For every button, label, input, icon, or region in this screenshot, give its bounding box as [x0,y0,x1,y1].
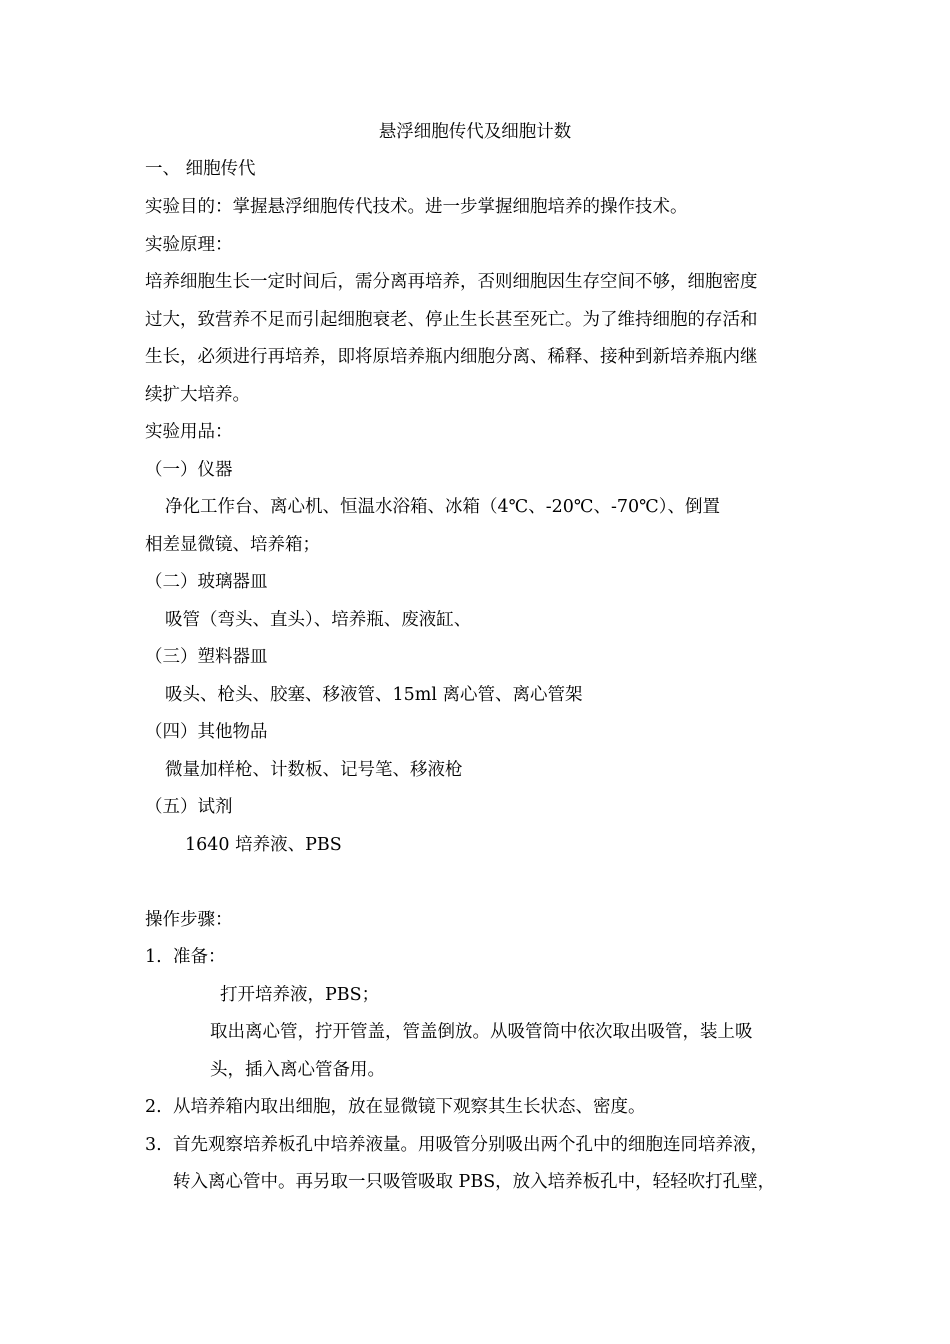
materials-heading: （三）塑料器皿 [145,647,268,667]
materials-line: 吸头、枪头、胶塞、移液管、15ml 离心管、离心管架 [165,685,583,705]
materials-heading: （四）其他物品 [145,722,268,742]
step-sub-line: 取出离心管，拧开管盖，管盖倒放。从吸管筒中依次取出吸管，装上吸 [210,1022,753,1042]
step-number: 3. [145,1135,162,1155]
document-title: 悬浮细胞传代及细胞计数 [378,122,572,142]
section-heading: 一、 细胞传代 [145,159,256,179]
materials-line: 1640 培养液、PBS [185,835,342,855]
materials-line: 微量加样枪、计数板、记号笔、移液枪 [165,760,463,780]
step-number: 1. [145,947,162,967]
principle-line: 培养细胞生长一定时间后，需分离再培养，否则细胞因生存空间不够，细胞密度 [145,272,758,292]
principle-label: 实验原理： [145,235,233,255]
materials-heading: （二）玻璃器皿 [145,572,268,592]
materials-line: 净化工作台、离心机、恒温水浴箱、冰箱（4℃、-20℃、-70℃）、倒置 [165,497,720,517]
materials-line: 吸管（弯头、直头）、培养瓶、废液缸、 [165,610,472,630]
step-text: 从培养箱内取出细胞，放在显微镜下观察其生长状态、密度。 [173,1097,646,1117]
principle-line: 续扩大培养。 [145,385,250,405]
step-sub-line: 头，插入离心管备用。 [210,1060,385,1080]
materials-line: 相差显微镜、培养箱； [145,535,320,555]
principle-line: 过大，致营养不足而引起细胞衰老、停止生长甚至死亡。为了维持细胞的存活和 [145,310,758,330]
materials-label: 实验用品： [145,422,233,442]
step-text: 首先观察培养板孔中培养液量。用吸管分别吸出两个孔中的细胞连同培养液， [173,1135,768,1155]
step-number: 2. [145,1097,162,1117]
step-text-continued: 转入离心管中。再另取一只吸管吸取 PBS，放入培养板孔中，轻轻吹打孔壁， [173,1172,776,1192]
steps-label: 操作步骤： [145,910,233,930]
materials-heading: （五）试剂 [145,797,233,817]
materials-heading: （一）仪器 [145,460,233,480]
step-text: 准备： [173,947,226,967]
purpose-text: 实验目的：掌握悬浮细胞传代技术。进一步掌握细胞培养的操作技术。 [145,197,688,217]
step-sub-line: 打开培养液，PBS； [220,985,380,1005]
principle-line: 生长，必须进行再培养，即将原培养瓶内细胞分离、稀释、接种到新培养瓶内继 [145,347,758,367]
